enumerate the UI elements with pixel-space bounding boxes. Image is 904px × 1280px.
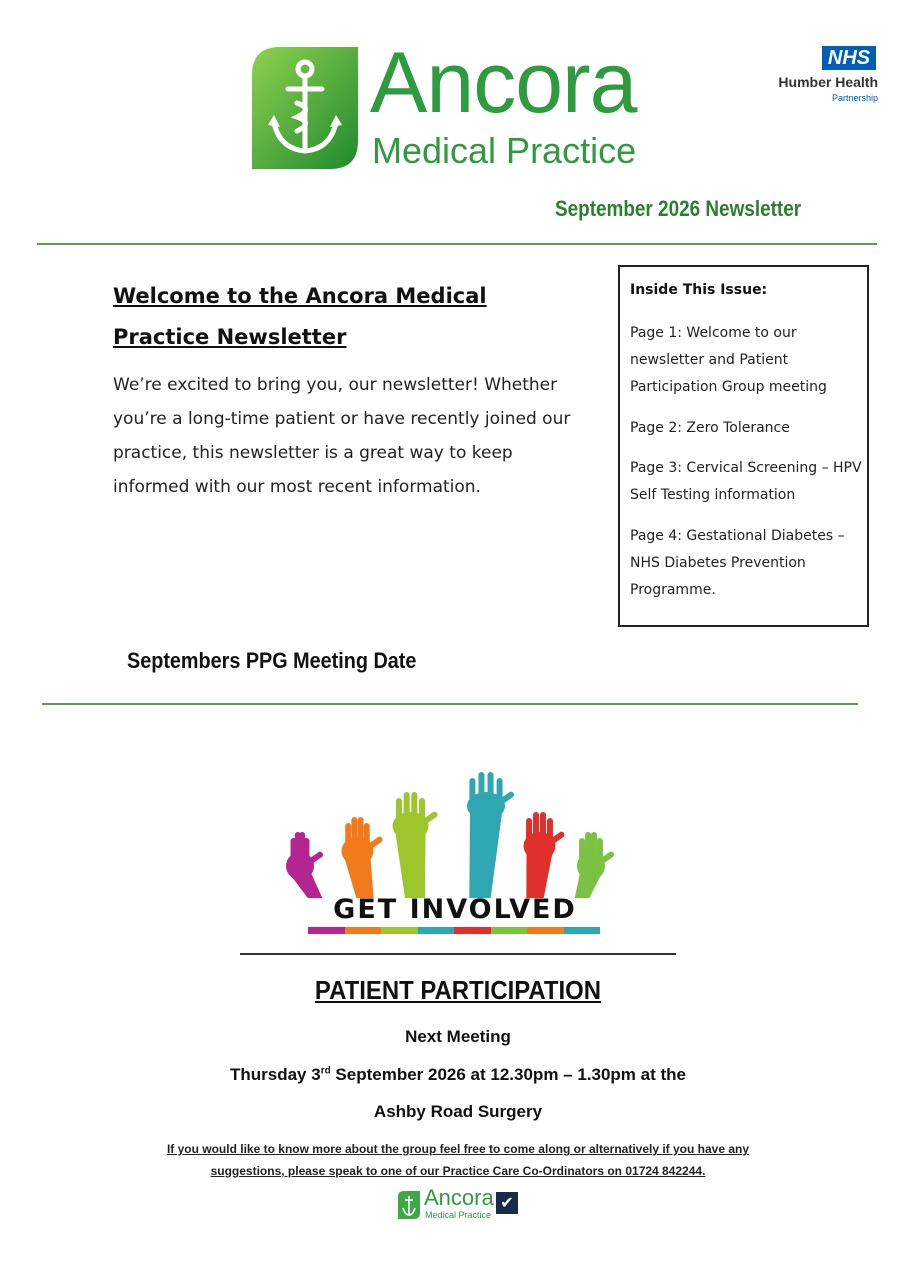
hand-icon (342, 817, 384, 898)
ppg-meeting-heading: Septembers PPG Meeting Date (127, 648, 417, 673)
practice-logo-name: Ancora (370, 35, 637, 131)
practice-logo-subtitle: Medical Practice (372, 130, 637, 171)
color-bar-segment (308, 927, 345, 934)
footer-logo-subtitle: Medical Practice (425, 1210, 492, 1220)
next-meeting-label: Next Meeting (405, 1027, 511, 1046)
hand-icon (393, 792, 439, 898)
hand-icon (524, 812, 566, 898)
newsletter-issue-title: September 2026 Newsletter (555, 196, 802, 221)
section-divider (42, 703, 858, 705)
welcome-body-text: We’re excited to bring you, our newsletter! Whether you’re a long-time patient or have recently joined our practice, this newsletter is a great way to keep informed with our most recent information. (113, 375, 571, 497)
ancora-logo-icon (250, 45, 360, 171)
welcome-heading: Welcome to the Ancora Medical Practice Newsletter (113, 284, 487, 349)
hand-icon (575, 832, 615, 898)
raised-hands-illustration (270, 758, 615, 903)
nhs-org-subtitle: Partnership (831, 93, 878, 103)
inside-issue-item: Page 2: Zero Tolerance (630, 420, 790, 436)
inside-issue-item: Page 1: Welcome to our newsletter and Patient Participation Group meeting (630, 325, 827, 395)
ancora-footer-logo-icon (397, 1190, 421, 1220)
get-involved-banner: GET INVOLVED (333, 894, 577, 925)
color-bar-segment (345, 927, 382, 934)
participation-contact-note: If you would like to know more about the group feel free to come along or alternatively if you have any suggestions, please speak to one of our Practice Care Co-Ordinators on 01724 842244. (166, 1142, 750, 1178)
patient-participation-title: PATIENT PARTICIPATION (314, 975, 602, 1005)
hand-icon (467, 772, 515, 898)
meeting-date-line: Thursday 3rd September 2026 at 12.30pm – 1.30pm at the (230, 1065, 686, 1084)
nhs-logo-badge: NHS (822, 46, 876, 70)
hand-icon (286, 832, 324, 898)
inside-issue-item: Page 3: Cervical Screening – HPV Self Testing information (630, 460, 862, 503)
color-bar-segment (418, 927, 455, 934)
meeting-location: Ashby Road Surgery (373, 1102, 543, 1121)
inside-issue-title: Inside This Issue: (630, 282, 768, 298)
color-bar-segment (491, 927, 528, 934)
color-bar-segment (527, 927, 564, 934)
participation-divider (240, 953, 676, 955)
color-bar-segment (454, 927, 491, 934)
header-divider (37, 243, 877, 245)
color-bar-segment (564, 927, 601, 934)
get-involved-color-bar (308, 927, 600, 934)
footer-logo-name: Ancora (424, 1185, 494, 1210)
checkmark-icon: ✔ (496, 1192, 518, 1214)
inside-issue-item: Page 4: Gestational Diabetes – NHS Diabetes Prevention Programme. (630, 528, 845, 598)
nhs-org-name: Humber Health (778, 74, 878, 90)
color-bar-segment (381, 927, 418, 934)
